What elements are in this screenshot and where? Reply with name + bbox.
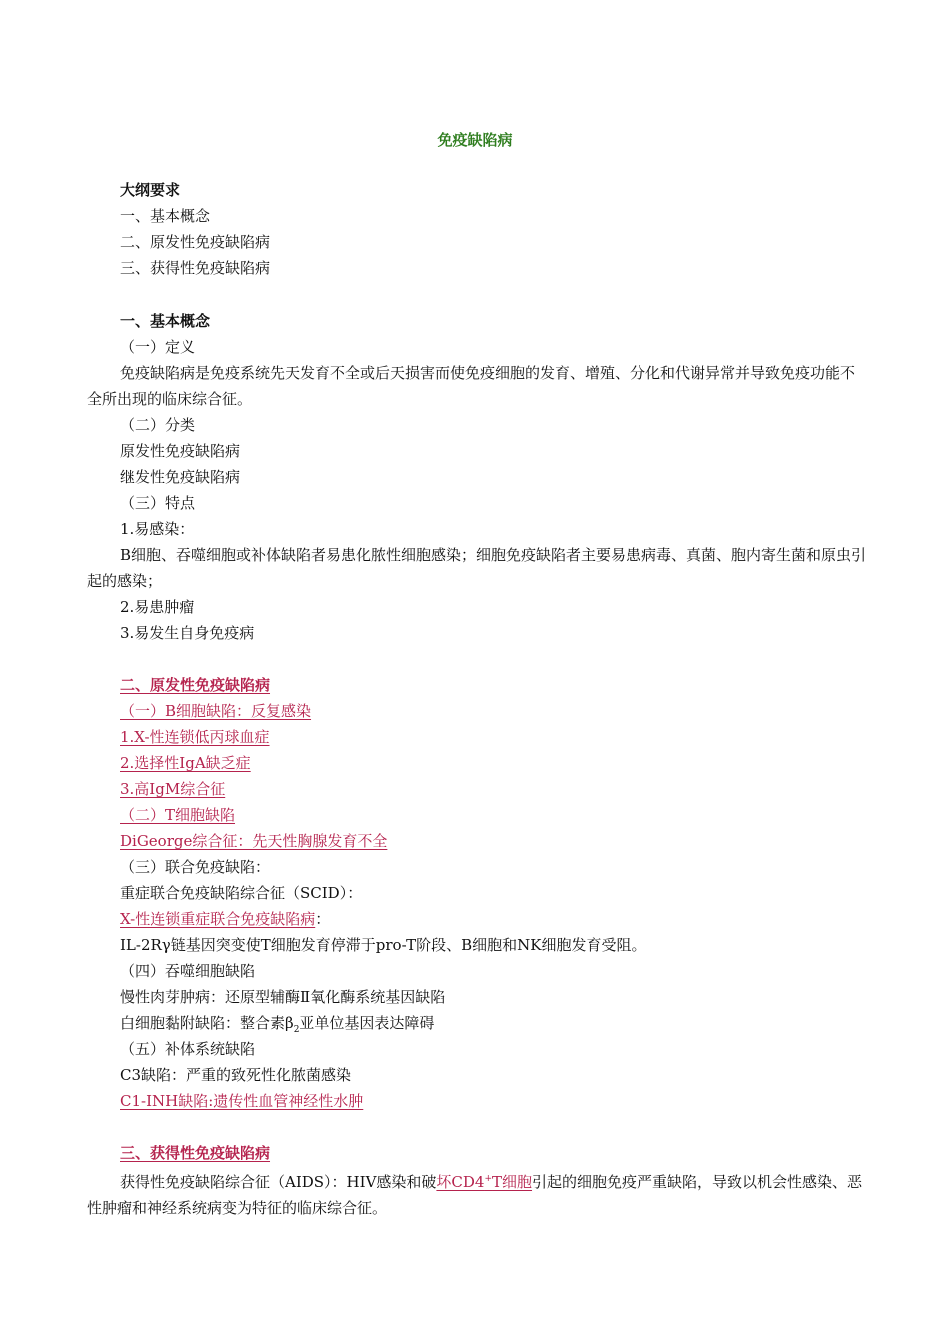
section3-heading[interactable]: 三、获得性免疫缺陷病	[120, 1144, 271, 1162]
features-label: （三）特点	[120, 494, 196, 512]
c1inh-link[interactable]: C1-INH缺陷:遗传性血管神经性水肿	[120, 1092, 364, 1110]
b-cell-item[interactable]: 1.X-性连锁低丙球血症	[120, 728, 270, 746]
outline-heading: 大纲要求	[120, 181, 181, 199]
definition-paragraph	[87, 360, 867, 412]
outline-item: 二、原发性免疫缺陷病	[120, 233, 271, 251]
phagocyte-deficiency-label: （四）吞噬细胞缺陷	[120, 962, 256, 980]
lad-text: 白细胞黏附缺陷：整合素β	[120, 1014, 294, 1032]
feature-item: 2.易患肿瘤	[120, 598, 195, 616]
b-cell-deficiency-label[interactable]: （一）B细胞缺陷：反复感染	[120, 702, 312, 720]
xscid-colon: ：	[315, 910, 331, 928]
classification-item: 继发性免疫缺陷病	[120, 468, 241, 486]
aids-text-end: 引起的细胞免疫严重缺陷，导致以机会性感染、恶性肿瘤和神经系统病变为特征的临床综合征。	[87, 1173, 863, 1217]
xscid-line	[120, 909, 330, 929]
outline-item: 一、基本概念	[120, 207, 211, 225]
complement-deficiency-label: （五）补体系统缺陷	[120, 1040, 256, 1058]
feature-item: 3.易发生自身免疫病	[120, 624, 255, 642]
feature-text: B细胞、吞噬细胞或补体缺陷者易患化脓性细胞感染；细胞免疫缺陷者主要易患病毒、真菌、胞内寄生菌和原虫引起的感染；	[87, 546, 867, 590]
definition-label: （一）定义	[120, 338, 196, 356]
cgd-line: 慢性肉芽肿病：还原型辅酶Ⅱ氧化酶系统基因缺陷	[120, 988, 446, 1006]
cd4-link-text: 坏CD4	[436, 1173, 485, 1191]
t-cell-item[interactable]: DiGeorge综合征：先天性胸腺发育不全	[120, 832, 388, 850]
feature-paragraph	[87, 542, 867, 594]
aids-paragraph	[87, 1166, 867, 1221]
aids-text: 获得性免疫缺陷综合征（AIDS）：HIV感染和破	[120, 1173, 437, 1191]
classification-label: （二）分类	[120, 416, 196, 434]
feature-item: 1.易感染：	[120, 520, 195, 538]
definition-text: 免疫缺陷病是免疫系统先天发育不全或后天损害而使免疫细胞的发育、增殖、分化和代谢异常并导致免疫功能不全所出现的临床综合征。	[87, 364, 856, 408]
lad-line	[120, 1013, 434, 1040]
section1-heading: 一、基本概念	[120, 312, 211, 330]
scid-line: 重症联合免疫缺陷综合征（SCID）：	[120, 884, 363, 902]
cd4-link-text-end: T细胞	[492, 1173, 533, 1191]
cd4-link[interactable]	[436, 1173, 532, 1191]
b-cell-item[interactable]: 3.高IgM综合征	[120, 780, 226, 798]
classification-item: 原发性免疫缺陷病	[120, 442, 241, 460]
combined-deficiency-label: （三）联合免疫缺陷：	[120, 858, 271, 876]
b-cell-item[interactable]: 2.选择性IgA缺乏症	[120, 754, 251, 772]
c3-line: C3缺陷：严重的致死性化脓菌感染	[120, 1066, 352, 1084]
page-title: 免疫缺陷病	[437, 131, 513, 149]
lad-subscript: 2	[293, 1025, 300, 1035]
outline-item: 三、获得性免疫缺陷病	[120, 259, 271, 277]
xscid-link[interactable]: X-性连锁重症联合免疫缺陷病	[120, 910, 316, 928]
cd4-superscript: +	[484, 1174, 493, 1184]
section2-heading[interactable]: 二、原发性免疫缺陷病	[120, 676, 271, 694]
il2r-line: IL-2Rγ链基因突变使T细胞发育停滞于pro-T阶段、B细胞和NK细胞发育受阻。	[120, 936, 647, 954]
lad-text-end: 亚单位基因表达障碍	[299, 1014, 435, 1032]
t-cell-deficiency-label[interactable]: （二）T细胞缺陷	[120, 806, 236, 824]
